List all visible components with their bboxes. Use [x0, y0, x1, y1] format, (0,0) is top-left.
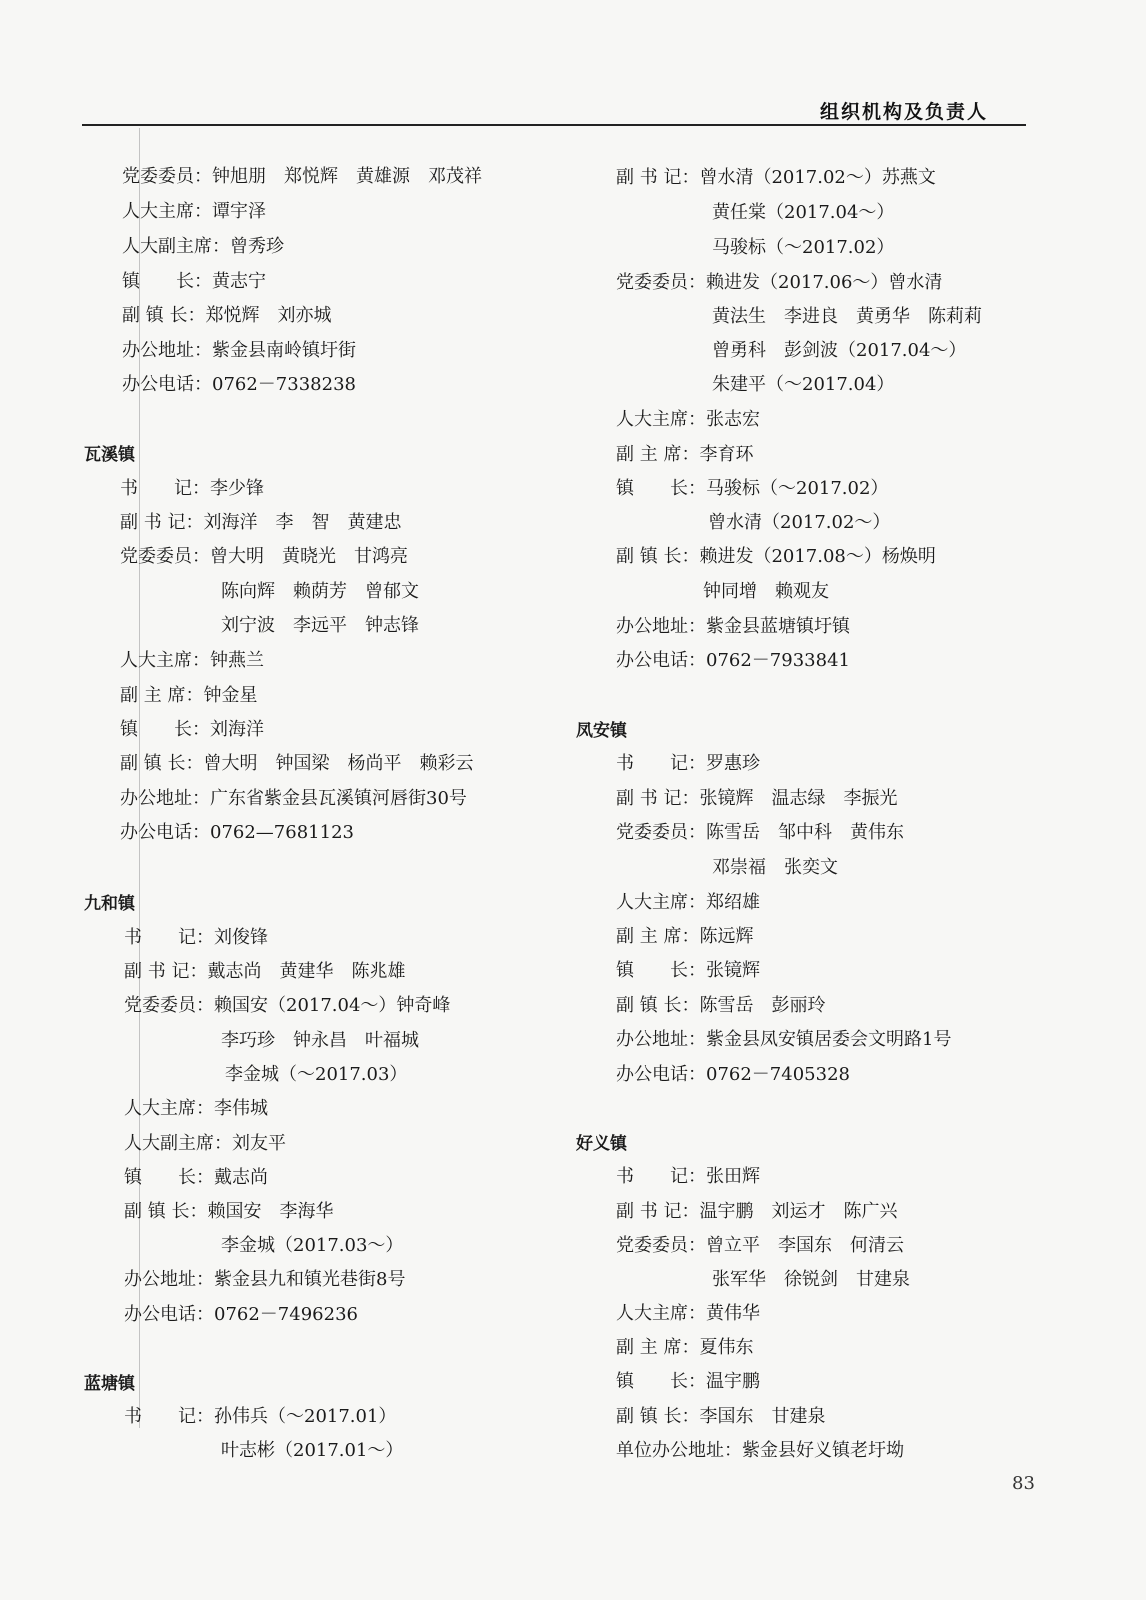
- lantang-dangwei-2: 黄法生 李进良 黄勇华 陈莉莉: [712, 306, 982, 327]
- nanling-zhenzhang: 镇 长：黄志宁: [122, 271, 266, 292]
- waxi-zhenzhang: 镇 长：刘海洋: [120, 719, 264, 740]
- lantang-fushuji-3: 马骏标（～2017.02）: [712, 237, 895, 258]
- waxi-shuji: 书 记：李少锋: [120, 478, 264, 499]
- haoyi-renda: 人大主席：黄伟华: [616, 1303, 760, 1324]
- jiuhe-renda-vice: 人大副主席：刘友平: [124, 1133, 286, 1154]
- fengan-renda: 人大主席：郑绍雄: [616, 892, 760, 913]
- jiuhe-shuji: 书 记：刘俊锋: [124, 927, 268, 948]
- haoyi-zhenzhang: 镇 长：温宇鹏: [616, 1371, 760, 1392]
- jiuhe-address: 办公地址：紫金县九和镇光巷街8号: [124, 1269, 406, 1290]
- lantang-dangwei-1: 党委委员：赖进发（2017.06～）曾水清: [616, 272, 943, 293]
- lantang-address: 办公地址：紫金县蓝塘镇圩镇: [616, 616, 850, 637]
- lantang-fushuji-2: 黄任棠（2017.04～）: [712, 202, 895, 223]
- waxi-phone: 办公电话：0762—7681123: [120, 822, 354, 843]
- waxi-dangwei-2: 陈向辉 赖荫芳 曾郁文: [221, 581, 419, 602]
- jiuhe-dangwei-1: 党委委员：赖国安（2017.04～）钟奇峰: [124, 995, 451, 1016]
- fengan-vice: 副 镇 长：陈雪岳 彭丽玲: [616, 995, 826, 1016]
- haoyi-shuji: 书 记：张田辉: [616, 1166, 760, 1187]
- fengan-dangwei-2: 邓崇福 张奕文: [712, 857, 838, 878]
- jiuhe-vice-2: 李金城（2017.03～）: [221, 1235, 404, 1256]
- lantang-title: 蓝塘镇: [84, 1374, 135, 1394]
- jiuhe-phone: 办公电话：0762－7496236: [124, 1304, 358, 1325]
- jiuhe-title: 九和镇: [84, 894, 135, 914]
- jiuhe-zhenzhang: 镇 长：戴志尚: [124, 1167, 268, 1188]
- lantang-zhenzhang-2: 曾水清（2017.02～）: [708, 512, 891, 533]
- page-header-title: 组织机构及负责人: [820, 101, 989, 123]
- fengan-dangwei-1: 党委委员：陈雪岳 邹中科 黄伟东: [616, 822, 904, 843]
- waxi-dangwei-3: 刘宁波 李远平 钟志锋: [221, 615, 419, 636]
- page-number: 83: [1012, 1473, 1035, 1494]
- fengan-address: 办公地址：紫金县凤安镇居委会文明路1号: [616, 1029, 952, 1050]
- haoyi-dangwei-2: 张军华 徐锐剑 甘建泉: [712, 1269, 910, 1290]
- haoyi-fuzhuxi: 副 主 席：夏伟东: [616, 1337, 754, 1358]
- nanling-renda: 人大主席：谭宇泽: [122, 201, 266, 222]
- fengan-title: 凤安镇: [576, 721, 627, 741]
- lantang-shuji-2: 叶志彬（2017.01～）: [221, 1440, 404, 1461]
- lantang-shuji-1: 书 记：孙伟兵（～2017.01）: [124, 1406, 397, 1427]
- fengan-fuzhuxi: 副 主 席：陈远辉: [616, 926, 754, 947]
- fengan-zhenzhang: 镇 长：张镜辉: [616, 960, 760, 981]
- nanling-phone: 办公电话：0762－7338238: [122, 374, 356, 395]
- waxi-vice: 副 镇 长：曾大明 钟国梁 杨尚平 赖彩云: [120, 753, 474, 774]
- waxi-address: 办公地址：广东省紫金县瓦溪镇河唇街30号: [120, 788, 467, 809]
- jiuhe-renda: 人大主席：李伟城: [124, 1098, 268, 1119]
- lantang-fuzhuxi: 副 主 席：李育环: [616, 444, 754, 465]
- lantang-dangwei-4: 朱建平（～2017.04）: [712, 374, 895, 395]
- fengan-phone: 办公电话：0762－7405328: [616, 1064, 850, 1085]
- haoyi-dangwei-1: 党委委员：曾立平 李国东 何清云: [616, 1235, 904, 1256]
- nanling-vice: 副 镇 长：郑悦辉 刘亦城: [122, 305, 332, 326]
- nanling-dangwei: 党委委员：钟旭朋 郑悦辉 黄雄源 邓茂祥: [122, 166, 482, 187]
- lantang-renda: 人大主席：张志宏: [616, 409, 760, 430]
- nanling-address: 办公地址：紫金县南岭镇圩街: [122, 340, 356, 361]
- nanling-renda-vice: 人大副主席：曾秀珍: [122, 236, 284, 257]
- header-rule: [82, 124, 1026, 126]
- waxi-fushuji: 副 书 记：刘海洋 李 智 黄建忠: [120, 512, 402, 533]
- waxi-dangwei-1: 党委委员：曾大明 黄晓光 甘鸿亮: [120, 546, 408, 567]
- waxi-renda: 人大主席：钟燕兰: [120, 650, 264, 671]
- haoyi-title: 好义镇: [576, 1134, 627, 1154]
- lantang-vice-1: 副 镇 长：赖进发（2017.08～）杨焕明: [616, 546, 936, 567]
- haoyi-fushuji: 副 书 记：温宇鹏 刘运才 陈广兴: [616, 1201, 898, 1222]
- jiuhe-fushuji: 副 书 记：戴志尚 黄建华 陈兆雄: [124, 961, 406, 982]
- lantang-zhenzhang-1: 镇 长：马骏标（～2017.02）: [616, 478, 889, 499]
- jiuhe-dangwei-3: 李金城（～2017.03）: [225, 1064, 408, 1085]
- fengan-fushuji: 副 书 记：张镜辉 温志绿 李振光: [616, 788, 898, 809]
- waxi-title: 瓦溪镇: [84, 445, 135, 465]
- haoyi-vice: 副 镇 长：李国东 甘建泉: [616, 1406, 826, 1427]
- fengan-shuji: 书 记：罗惠珍: [616, 753, 760, 774]
- haoyi-address: 单位办公地址：紫金县好义镇老圩坳: [616, 1440, 904, 1461]
- lantang-vice-2: 钟同增 赖观友: [703, 581, 829, 602]
- lantang-phone: 办公电话：0762－7933841: [616, 650, 850, 671]
- lantang-dangwei-3: 曾勇科 彭剑波（2017.04～）: [712, 340, 967, 361]
- lantang-fushuji-1: 副 书 记：曾水清（2017.02～）苏燕文: [616, 167, 936, 188]
- jiuhe-dangwei-2: 李巧珍 钟永昌 叶福城: [221, 1030, 419, 1051]
- jiuhe-vice-1: 副 镇 长：赖国安 李海华: [124, 1201, 334, 1222]
- waxi-fuzhuxi: 副 主 席：钟金星: [120, 685, 258, 706]
